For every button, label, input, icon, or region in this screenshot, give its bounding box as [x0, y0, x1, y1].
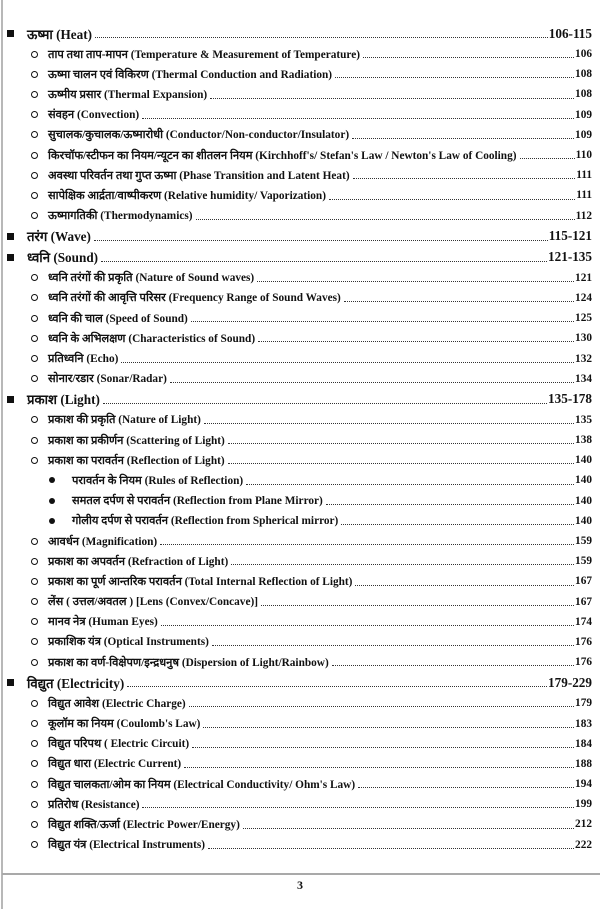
- toc-entry-hindi: प्रकाश का परावर्तन: [48, 454, 124, 467]
- toc-entry-english: (Kirchhoff's/ Stefan's Law / Newton's Law of Cooling): [255, 149, 517, 162]
- circle-outline-bullet-icon: [31, 192, 38, 199]
- toc-entry-hindi: ऊष्मा चालन एवं विकिरण: [48, 68, 149, 81]
- toc-entry-page: 121: [575, 271, 592, 284]
- dot-leader: [228, 442, 574, 444]
- toc-entry-page: 159: [575, 555, 592, 568]
- toc-topic-row: [0, 105, 600, 125]
- toc-entry-hindi: ध्वनि तरंगों की प्रकृति: [48, 272, 133, 285]
- toc-entry-hindi: मानव नेत्र: [48, 616, 86, 629]
- toc-entry-hindi: गोलीय दर्पण से परावर्तन: [72, 515, 169, 528]
- filled-dot-bullet-icon: [49, 518, 55, 524]
- toc-entry-english: (Frequency Range of Sound Waves): [168, 292, 341, 305]
- page-number: 3: [297, 878, 303, 892]
- toc-entry-english: (Reflection from Plane Mirror): [172, 495, 323, 508]
- toc-topic-row: [0, 430, 600, 450]
- circle-outline-bullet-icon: [31, 71, 38, 78]
- toc-entry-english: (Speed of Sound): [105, 312, 188, 325]
- circle-outline-bullet-icon: [31, 781, 38, 788]
- toc-entry-english: (Human Eyes): [88, 616, 158, 629]
- toc-entry-title: [48, 594, 260, 609]
- dot-leader: [121, 361, 574, 363]
- toc-entry-hindi: सुचालक/कुचालक/ऊष्मारोधी: [48, 129, 163, 142]
- square-bullet-icon: [7, 679, 14, 686]
- toc-entry-title: [48, 47, 362, 62]
- toc-entry-hindi: तरंग: [27, 229, 48, 245]
- toc-entry-english: [Lens (Convex/Concave)]: [135, 596, 258, 609]
- circle-outline-bullet-icon: [31, 294, 38, 301]
- circle-outline-bullet-icon: [31, 740, 38, 747]
- toc-entry-page: 111: [576, 169, 592, 182]
- toc-topic-row: [0, 410, 600, 430]
- toc-entry-title: [72, 513, 340, 528]
- toc-entry-english: (Electrical Instruments): [89, 839, 205, 852]
- toc-entry-title: [48, 716, 202, 731]
- toc-entry-english: (Characteristics of Sound): [128, 332, 256, 345]
- circle-outline-bullet-icon: [31, 659, 38, 666]
- square-bullet-icon: [7, 396, 14, 403]
- square-bullet-icon: [7, 30, 14, 37]
- dot-leader: [101, 260, 547, 262]
- toc-entry-page: 140: [575, 454, 592, 467]
- toc-entry-english: (Electric Power/Energy): [122, 818, 240, 831]
- toc-entry-hindi: विद्युत धारा: [48, 758, 92, 771]
- circle-outline-bullet-icon: [31, 355, 38, 362]
- toc-topic-row: [0, 348, 600, 368]
- circle-outline-bullet-icon: [31, 558, 38, 565]
- table-of-contents: [0, 23, 600, 855]
- toc-entry-title: [27, 25, 94, 43]
- dot-leader: [257, 280, 574, 282]
- toc-entry-page: 108: [575, 68, 592, 81]
- toc-entry-title: [72, 473, 245, 488]
- circle-outline-bullet-icon: [31, 700, 38, 707]
- dot-leader: [335, 76, 574, 78]
- toc-entry-page: 135-178: [548, 391, 592, 407]
- toc-entry-english: (Electric Charge): [101, 697, 186, 710]
- toc-entry-page: 106: [575, 48, 592, 61]
- circle-outline-bullet-icon: [31, 172, 38, 179]
- toc-entry-title: [48, 351, 120, 366]
- toc-entry-english: (Scattering of Light): [126, 434, 225, 447]
- toc-topic-row: [0, 693, 600, 713]
- toc-topic-row: [0, 165, 600, 185]
- toc-topic-row: [0, 592, 600, 612]
- toc-entry-page: 179-229: [548, 674, 592, 690]
- dot-leader: [142, 806, 574, 808]
- circle-outline-bullet-icon: [31, 111, 38, 118]
- toc-entry-english: (Echo): [86, 353, 119, 366]
- toc-topic-row: [0, 734, 600, 754]
- toc-entry-english: (Total Internal Reflection of Light): [184, 575, 353, 588]
- toc-entry-english: (Rules of Reflection): [144, 474, 244, 487]
- toc-entry-hindi: ध्वनि के अभिलक्षण: [48, 332, 126, 345]
- toc-entry-hindi: ध्वनि की चाल: [48, 312, 103, 325]
- toc-entry-page: 176: [575, 635, 592, 648]
- filled-dot-bullet-icon: [49, 477, 55, 483]
- toc-entry-hindi: संवहन: [48, 109, 75, 122]
- circle-outline-bullet-icon: [31, 91, 38, 98]
- circle-outline-bullet-icon: [31, 416, 38, 423]
- toc-entry-hindi: लेंस ( उत्तल/अवतल ): [48, 596, 134, 609]
- toc-entry-title: [48, 331, 257, 346]
- toc-entry-page: 132: [575, 352, 592, 365]
- toc-entry-english: (Thermodynamics): [100, 210, 193, 223]
- toc-entry-title: [48, 756, 183, 771]
- toc-entry-english: (Conductor/Non-conductor/Insulator): [165, 129, 350, 142]
- circle-outline-bullet-icon: [31, 335, 38, 342]
- toc-entry-hindi: अवस्था परिवर्तन तथा गुप्त ऊष्मा: [48, 169, 177, 182]
- toc-entry-hindi: आवर्धन: [48, 535, 80, 548]
- dot-leader: [358, 786, 574, 788]
- dot-leader: [170, 381, 574, 383]
- circle-outline-bullet-icon: [31, 841, 38, 848]
- toc-entry-title: [48, 433, 227, 448]
- toc-entry-title: [48, 168, 352, 183]
- dot-leader: [142, 117, 574, 119]
- toc-entry-hindi: परावर्तन के नियम: [72, 474, 142, 487]
- dot-leader: [228, 462, 574, 464]
- circle-outline-bullet-icon: [31, 131, 38, 138]
- toc-entry-hindi: विद्युत चालकता/ओम का नियम: [48, 778, 171, 791]
- dot-leader: [210, 97, 574, 99]
- toc-entry-page: 167: [575, 575, 592, 588]
- toc-entry-title: [48, 614, 160, 629]
- circle-outline-bullet-icon: [31, 315, 38, 322]
- toc-entry-page: 199: [575, 798, 592, 811]
- toc-entry-page: 124: [575, 291, 592, 304]
- toc-entry-title: [48, 127, 351, 142]
- toc-topic-row: [0, 84, 600, 104]
- toc-entry-english: (Light): [60, 392, 100, 408]
- toc-topic-row: [0, 145, 600, 165]
- toc-entry-title: [48, 311, 190, 326]
- circle-outline-bullet-icon: [31, 578, 38, 585]
- toc-entry-hindi: सापेक्षिक आर्द्रता/वाष्पीकरण: [48, 189, 162, 202]
- dot-leader: [103, 402, 547, 404]
- toc-entry-english: (Reflection of Light): [126, 454, 225, 467]
- toc-entry-page: 140: [575, 474, 592, 487]
- toc-entry-page: 167: [575, 595, 592, 608]
- toc-entry-hindi: ऊष्मा: [27, 26, 53, 42]
- toc-entry-title: [27, 390, 102, 408]
- toc-entry-page: 184: [575, 737, 592, 750]
- toc-entry-english: (Resistance): [81, 798, 140, 811]
- toc-chapter-row: [0, 247, 600, 268]
- square-bullet-icon: [7, 233, 14, 240]
- dot-leader: [189, 705, 574, 707]
- toc-entry-hindi: प्रकाश का पूर्ण आन्तरिक परावर्तन: [48, 575, 182, 588]
- circle-outline-bullet-icon: [31, 821, 38, 828]
- toc-entry-page: 194: [575, 778, 592, 791]
- toc-entry-english: (Wave): [50, 229, 91, 245]
- toc-entry-page: 112: [575, 209, 592, 222]
- toc-entry-page: 176: [575, 656, 592, 669]
- toc-entry-page: 159: [575, 535, 592, 548]
- toc-entry-title: [48, 696, 188, 711]
- circle-outline-bullet-icon: [31, 538, 38, 545]
- dot-leader: [231, 563, 574, 565]
- circle-outline-bullet-icon: [31, 598, 38, 605]
- circle-outline-bullet-icon: [31, 51, 38, 58]
- toc-chapter-row: [0, 226, 600, 247]
- dot-leader: [208, 847, 574, 849]
- toc-topic-row: [0, 794, 600, 814]
- footer-divider: [2, 873, 600, 875]
- toc-entry-title: [48, 574, 354, 589]
- toc-entry-page: 135: [575, 413, 592, 426]
- circle-outline-bullet-icon: [31, 152, 38, 159]
- circle-outline-bullet-icon: [31, 212, 38, 219]
- toc-topic-row: [0, 551, 600, 571]
- toc-entry-page: 130: [575, 332, 592, 345]
- dot-leader: [344, 300, 574, 302]
- toc-entry-title: [48, 67, 334, 82]
- toc-entry-english: ( Electric Circuit): [104, 738, 190, 751]
- toc-entry-english: (Sound): [53, 250, 99, 266]
- toc-entry-title: [48, 188, 328, 203]
- toc-entry-title: [48, 270, 256, 285]
- toc-entry-english: (Temperature & Measurement of Temperature): [130, 48, 361, 61]
- toc-entry-page: 111: [576, 189, 592, 202]
- toc-topic-row: [0, 531, 600, 551]
- circle-outline-bullet-icon: [31, 457, 38, 464]
- toc-entry-hindi: ऊष्मीय प्रसार: [48, 88, 102, 101]
- toc-entry-english: (Dispersion of Light/Rainbow): [181, 656, 329, 669]
- toc-entry-hindi: प्रकाशिक यंत्र: [48, 636, 101, 649]
- toc-entry-page: 121-135: [548, 249, 592, 265]
- toc-entry-english: (Heat): [56, 26, 93, 42]
- toc-subtopic-row: [0, 470, 600, 490]
- toc-entry-title: [48, 554, 230, 569]
- dot-leader: [94, 239, 548, 241]
- toc-topic-row: [0, 125, 600, 145]
- toc-entry-hindi: किरचॉफ/स्टीफन का नियम/न्यूटन का शीतलन नियम: [48, 149, 253, 162]
- toc-entry-hindi: विद्युत: [27, 675, 54, 691]
- toc-topic-row: [0, 652, 600, 672]
- circle-outline-bullet-icon: [31, 760, 38, 767]
- toc-topic-row: [0, 44, 600, 64]
- toc-entry-hindi: ध्वनि: [27, 250, 51, 266]
- square-bullet-icon: [7, 254, 14, 261]
- dot-leader: [212, 644, 574, 646]
- toc-entry-title: [48, 634, 211, 649]
- toc-entry-english: (Electric Current): [93, 758, 182, 771]
- filled-dot-bullet-icon: [49, 498, 55, 504]
- dot-leader: [353, 177, 576, 179]
- toc-entry-english: (Optical Instruments): [103, 636, 209, 649]
- toc-entry-title: [27, 227, 93, 245]
- toc-entry-page: 108: [575, 88, 592, 101]
- toc-entry-title: [48, 817, 242, 832]
- toc-entry-page: 110: [575, 149, 592, 162]
- toc-entry-english: (Thermal Expansion): [103, 88, 208, 101]
- toc-entry-hindi: प्रकाश: [27, 392, 58, 408]
- toc-entry-english: (Convection): [77, 109, 140, 122]
- toc-entry-english: (Electrical Conductivity/ Ohm's Law): [173, 778, 356, 791]
- toc-entry-page: 109: [575, 108, 592, 121]
- toc-entry-english: (Nature of Sound waves): [135, 272, 255, 285]
- dot-leader: [95, 36, 548, 38]
- toc-topic-row: [0, 64, 600, 84]
- toc-entry-hindi: विद्युत आवेश: [48, 697, 100, 710]
- circle-outline-bullet-icon: [31, 437, 38, 444]
- toc-entry-title: [48, 797, 141, 812]
- toc-entry-english: (Magnification): [81, 535, 158, 548]
- toc-entry-hindi: ध्वनि तरंगों की आवृत्ति परिसर: [48, 292, 166, 305]
- toc-chapter-row: [0, 672, 600, 693]
- circle-outline-bullet-icon: [31, 720, 38, 727]
- toc-entry-title: [27, 248, 100, 266]
- toc-entry-page: 188: [575, 757, 592, 770]
- toc-entry-hindi: प्रकाश का अपवर्तन: [48, 555, 126, 568]
- toc-entry-hindi: विद्युत परिपथ: [48, 738, 102, 751]
- toc-topic-row: [0, 612, 600, 632]
- toc-entry-english: (Refraction of Light): [127, 555, 229, 568]
- toc-entry-page: 134: [575, 372, 592, 385]
- dot-leader: [341, 523, 574, 525]
- toc-entry-page: 222: [575, 838, 592, 851]
- toc-subtopic-row: [0, 511, 600, 531]
- dot-leader: [326, 503, 574, 505]
- dot-leader: [243, 827, 574, 829]
- toc-entry-title: [72, 493, 325, 508]
- toc-entry-title: [48, 148, 519, 163]
- toc-entry-hindi: प्रतिध्वनि: [48, 353, 84, 366]
- dot-leader: [261, 604, 574, 606]
- toc-topic-row: [0, 632, 600, 652]
- toc-entry-page: 179: [575, 697, 592, 710]
- toc-topic-row: [0, 713, 600, 733]
- toc-topic-row: [0, 571, 600, 591]
- dot-leader: [192, 746, 574, 748]
- toc-entry-page: 138: [575, 434, 592, 447]
- circle-outline-bullet-icon: [31, 274, 38, 281]
- toc-topic-row: [0, 206, 600, 226]
- toc-entry-page: 109: [575, 128, 592, 141]
- toc-entry-english: (Coulomb's Law): [116, 718, 201, 731]
- toc-entry-hindi: सोनार/रडार: [48, 373, 94, 386]
- toc-entry-title: [48, 534, 159, 549]
- toc-topic-row: [0, 288, 600, 308]
- toc-entry-hindi: ताप तथा ताप-मापन: [48, 48, 128, 61]
- toc-entry-english: (Reflection from Spherical mirror): [170, 515, 339, 528]
- toc-entry-english: (Nature of Light): [118, 414, 201, 427]
- dot-leader: [160, 543, 574, 545]
- toc-entry-page: 140: [575, 494, 592, 507]
- dot-leader: [355, 584, 574, 586]
- toc-entry-title: [48, 371, 169, 386]
- toc-entry-title: [48, 837, 207, 852]
- toc-entry-page: 183: [575, 717, 592, 730]
- toc-topic-row: [0, 814, 600, 834]
- toc-topic-row: [0, 774, 600, 794]
- toc-entry-hindi: कूलॉम का नियम: [48, 718, 114, 731]
- toc-topic-row: [0, 369, 600, 389]
- toc-entry-page: 106-115: [548, 25, 592, 41]
- toc-entry-page: 115-121: [548, 228, 592, 244]
- toc-entry-english: (Electricity): [56, 675, 125, 691]
- toc-entry-english: (Sonar/Radar): [96, 373, 167, 386]
- toc-entry-title: [48, 208, 195, 223]
- dot-leader: [352, 137, 574, 139]
- toc-entry-hindi: प्रकाश का प्रकीर्णन: [48, 434, 124, 447]
- toc-entry-title: [48, 453, 227, 468]
- dot-leader: [184, 766, 574, 768]
- circle-outline-bullet-icon: [31, 801, 38, 808]
- toc-entry-hindi: ऊष्मागतिकी: [48, 210, 98, 223]
- toc-topic-row: [0, 308, 600, 328]
- toc-entry-title: [48, 777, 357, 792]
- toc-topic-row: [0, 835, 600, 855]
- toc-entry-title: [48, 87, 209, 102]
- toc-entry-title: [48, 290, 343, 305]
- toc-topic-row: [0, 450, 600, 470]
- dot-leader: [203, 726, 574, 728]
- dot-leader: [196, 218, 575, 220]
- toc-entry-hindi: विद्युत शक्ति/ऊर्जा: [48, 818, 121, 831]
- toc-entry-title: [48, 736, 191, 751]
- dot-leader: [246, 483, 574, 485]
- toc-topic-row: [0, 268, 600, 288]
- toc-entry-title: [48, 107, 141, 122]
- toc-entry-english: (Thermal Conduction and Radiation): [151, 68, 333, 81]
- dot-leader: [332, 664, 574, 666]
- toc-chapter-row: [0, 23, 600, 44]
- dot-leader: [363, 56, 574, 58]
- toc-entry-page: 140: [575, 514, 592, 527]
- toc-entry-english: (Relative humidity/ Vaporization): [164, 189, 326, 202]
- toc-chapter-row: [0, 389, 600, 410]
- toc-topic-row: [0, 185, 600, 205]
- toc-entry-hindi: प्रतिरोध: [48, 798, 79, 811]
- dot-leader: [204, 422, 574, 424]
- toc-entry-hindi: प्रकाश का वर्ण-विक्षेपण/इन्द्रधनुष: [48, 656, 179, 669]
- toc-topic-row: [0, 754, 600, 774]
- dot-leader: [258, 340, 574, 342]
- toc-entry-hindi: प्रकाश की प्रकृति: [48, 414, 116, 427]
- circle-outline-bullet-icon: [31, 638, 38, 645]
- toc-topic-row: [0, 328, 600, 348]
- toc-entry-page: 125: [575, 312, 592, 325]
- dot-leader: [127, 685, 547, 687]
- dot-leader: [520, 157, 575, 159]
- toc-entry-title: [27, 674, 126, 692]
- toc-entry-hindi: विद्युत यंत्र: [48, 839, 87, 852]
- toc-entry-english: (Phase Transition and Latent Heat): [179, 169, 350, 182]
- dot-leader: [161, 624, 574, 626]
- toc-subtopic-row: [0, 491, 600, 511]
- circle-outline-bullet-icon: [31, 375, 38, 382]
- toc-entry-title: [48, 412, 203, 427]
- dot-leader: [191, 320, 574, 322]
- toc-entry-page: 212: [575, 818, 592, 831]
- toc-entry-title: [48, 655, 331, 670]
- toc-entry-page: 174: [575, 615, 592, 628]
- circle-outline-bullet-icon: [31, 618, 38, 625]
- dot-leader: [329, 198, 575, 200]
- toc-entry-hindi: समतल दर्पण से परावर्तन: [72, 495, 171, 508]
